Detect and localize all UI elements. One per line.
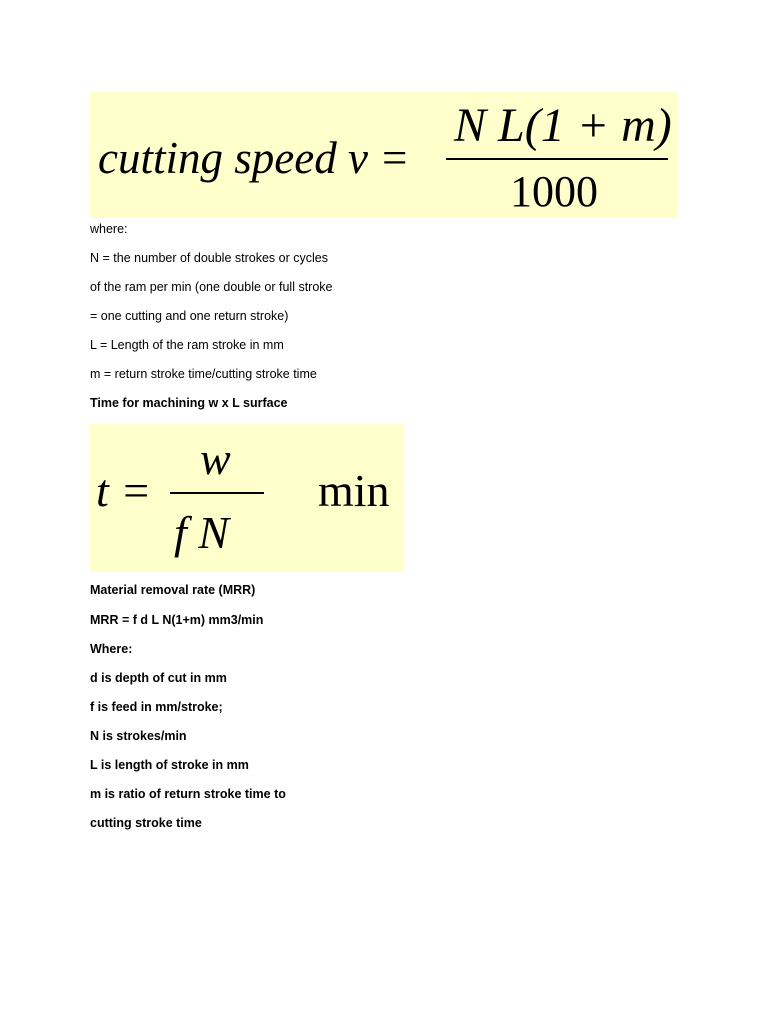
text-line: of the ram per min (one double or full stroke xyxy=(90,280,333,294)
text-line: where: xyxy=(90,222,128,236)
formula2-numerator: w xyxy=(200,433,231,484)
formula1-numerator: N L(1 + m) xyxy=(454,99,672,152)
section-heading: Time for machining w x L surface xyxy=(90,396,288,410)
text-line: L is length of stroke in mm xyxy=(90,758,249,772)
machining-time-formula xyxy=(90,424,404,572)
text-line: cutting stroke time xyxy=(90,816,202,830)
text-line: m = return stroke time/cutting stroke time xyxy=(90,367,317,381)
formula2-denominator: f N xyxy=(174,507,229,558)
text-line: MRR = f d L N(1+m) mm3/min xyxy=(90,613,264,627)
text-line: Where: xyxy=(90,642,133,656)
text-line: = one cutting and one return stroke) xyxy=(90,309,289,323)
text-line: Material removal rate (MRR) xyxy=(90,583,256,597)
text-line: d is depth of cut in mm xyxy=(90,671,227,685)
formula1-denominator: 1000 xyxy=(510,167,598,216)
formula1-fraction-bar xyxy=(446,158,668,160)
text-line: L = Length of the ram stroke in mm xyxy=(90,338,284,352)
formula1-lhs: cutting speed v = xyxy=(98,133,410,183)
cutting-speed-formula xyxy=(90,92,678,218)
formula2-unit: min xyxy=(318,465,390,516)
text-line: N = the number of double strokes or cycles xyxy=(90,251,328,265)
formula2-lhs: t = xyxy=(96,465,152,516)
formula2-fraction-bar xyxy=(170,492,264,494)
text-line: f is feed in mm/stroke; xyxy=(90,700,223,714)
text-line: m is ratio of return stroke time to xyxy=(90,787,286,801)
text-line: N is strokes/min xyxy=(90,729,187,743)
